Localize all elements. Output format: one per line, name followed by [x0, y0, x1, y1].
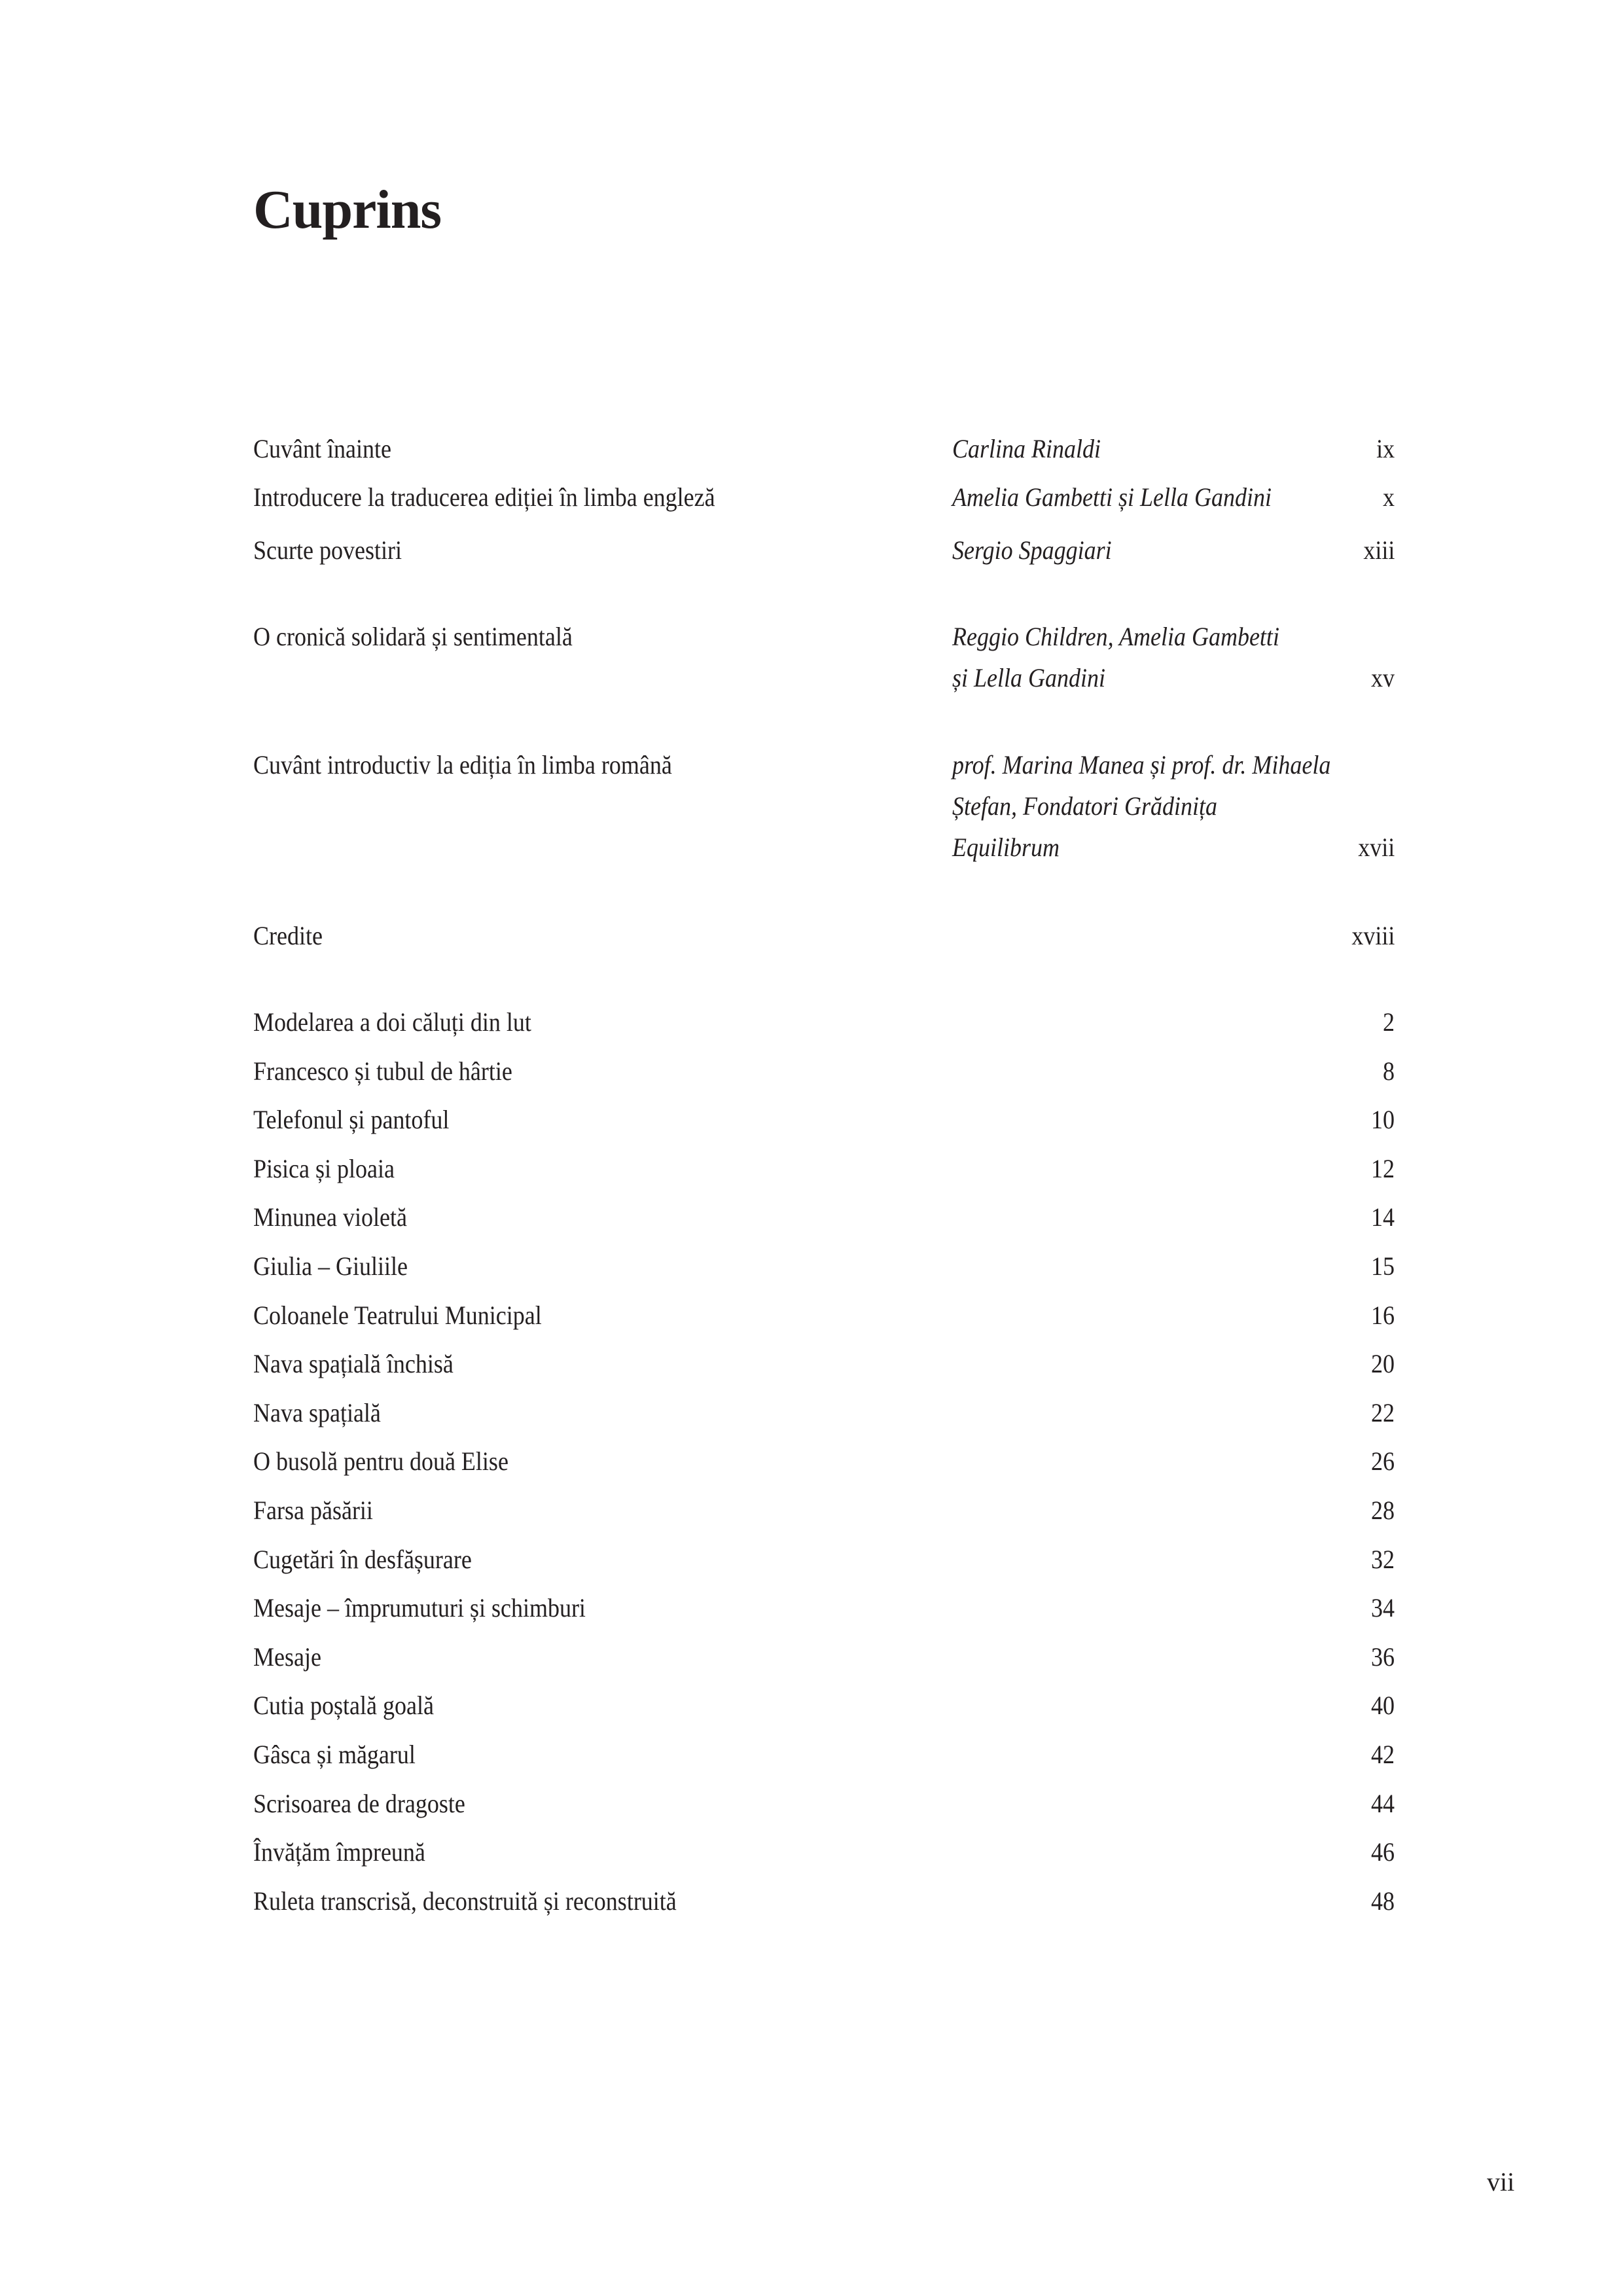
toc-chapter-title: Nava spațială — [253, 1398, 381, 1427]
toc-entry-author: Carlina Rinaldi — [952, 434, 1101, 463]
toc-entry-author: și Lella Gandini — [952, 663, 1106, 692]
toc-chapter-page: 8 — [1383, 1056, 1395, 1086]
toc-chapter-page: 12 — [1371, 1154, 1395, 1183]
toc-chapter-title: Francesco și tubul de hârtie — [253, 1056, 512, 1086]
toc-chapter-page: 46 — [1371, 1837, 1395, 1867]
toc-chapter-title: Cutia poștală goală — [253, 1691, 434, 1720]
toc-chapter-title: Modelarea a doi căluți din lut — [253, 1007, 531, 1037]
toc-entry-page: x — [1383, 482, 1395, 512]
toc-entry-page: xvii — [1357, 833, 1395, 862]
toc-chapter-page: 28 — [1371, 1496, 1395, 1525]
page-number: vii — [1487, 2167, 1515, 2197]
toc-chapter-page: 16 — [1371, 1300, 1395, 1330]
toc-chapter-title: Minunea violetă — [253, 1202, 407, 1232]
toc-chapter-title: Telefonul și pantoful — [253, 1105, 450, 1134]
toc-entry-author: Reggio Children, Amelia Gambetti — [952, 622, 1279, 651]
toc-chapter-page: 48 — [1371, 1886, 1395, 1916]
toc-chapter-title: Coloanele Teatrului Municipal — [253, 1300, 542, 1330]
page-title: Cuprins — [253, 179, 442, 240]
toc-chapter-title: Gâsca și măgarul — [253, 1740, 416, 1769]
toc-chapter-title: Scrisoarea de dragoste — [253, 1789, 465, 1818]
toc-chapter-title: Pisica și ploaia — [253, 1154, 395, 1183]
toc-chapter-page: 36 — [1371, 1642, 1395, 1672]
toc-entry-author: prof. Marina Manea și prof. dr. Mihaela — [952, 750, 1331, 780]
toc-entry-title: Cuvânt înainte — [253, 434, 391, 463]
toc-chapter-title: Ruleta transcrisă, deconstruită și reconstruită — [253, 1886, 677, 1916]
toc-entry-title: Credite — [253, 921, 323, 950]
toc-entry-page: xviii — [1351, 921, 1395, 950]
toc-chapter-page: 40 — [1371, 1691, 1395, 1720]
toc-entry-page: xiii — [1363, 535, 1395, 565]
toc-chapter-page: 10 — [1371, 1105, 1395, 1134]
toc-chapter-title: Farsa păsării — [253, 1496, 373, 1525]
toc-chapter-title: Giulia – Giuliile — [253, 1251, 408, 1281]
toc-entry-author: Ștefan, Fondatori Grădinița — [952, 791, 1217, 821]
toc-chapter-page: 42 — [1371, 1740, 1395, 1769]
toc-entry-title: Cuvânt introductiv la ediția în limba română — [253, 750, 672, 780]
toc-chapter-page: 2 — [1383, 1007, 1395, 1037]
toc-entry-title: Scurte povestiri — [253, 535, 402, 565]
toc-chapter-page: 34 — [1371, 1593, 1395, 1623]
toc-chapter-page: 20 — [1371, 1349, 1395, 1378]
toc-chapter-title: Nava spațială închisă — [253, 1349, 454, 1378]
toc-chapter-page: 32 — [1371, 1545, 1395, 1574]
toc-chapter-page: 26 — [1371, 1446, 1395, 1476]
toc-chapter-title: O busolă pentru două Elise — [253, 1446, 508, 1476]
toc-chapter-page: 15 — [1371, 1251, 1395, 1281]
toc-chapter-page: 14 — [1371, 1202, 1395, 1232]
toc-chapter-title: Mesaje — [253, 1642, 321, 1672]
toc-chapter-title: Învățăm împreună — [253, 1837, 425, 1867]
toc-entry-page: ix — [1376, 434, 1395, 463]
toc-entry-title: Introducere la traducerea ediției în limba engleză — [253, 482, 715, 512]
toc-entry-author: Sergio Spaggiari — [952, 535, 1112, 565]
toc-chapter-title: Mesaje – împrumuturi și schimburi — [253, 1593, 586, 1623]
toc-chapter-page: 44 — [1371, 1789, 1395, 1818]
toc-chapter-page: 22 — [1371, 1398, 1395, 1427]
toc-entry-author: Amelia Gambetti și Lella Gandini — [952, 482, 1272, 512]
toc-entry-title: O cronică solidară și sentimentală — [253, 622, 573, 651]
toc-entry-page: xv — [1371, 663, 1395, 692]
toc-entry-author: Equilibrum — [952, 833, 1060, 862]
toc-chapter-title: Cugetări în desfășurare — [253, 1545, 472, 1574]
